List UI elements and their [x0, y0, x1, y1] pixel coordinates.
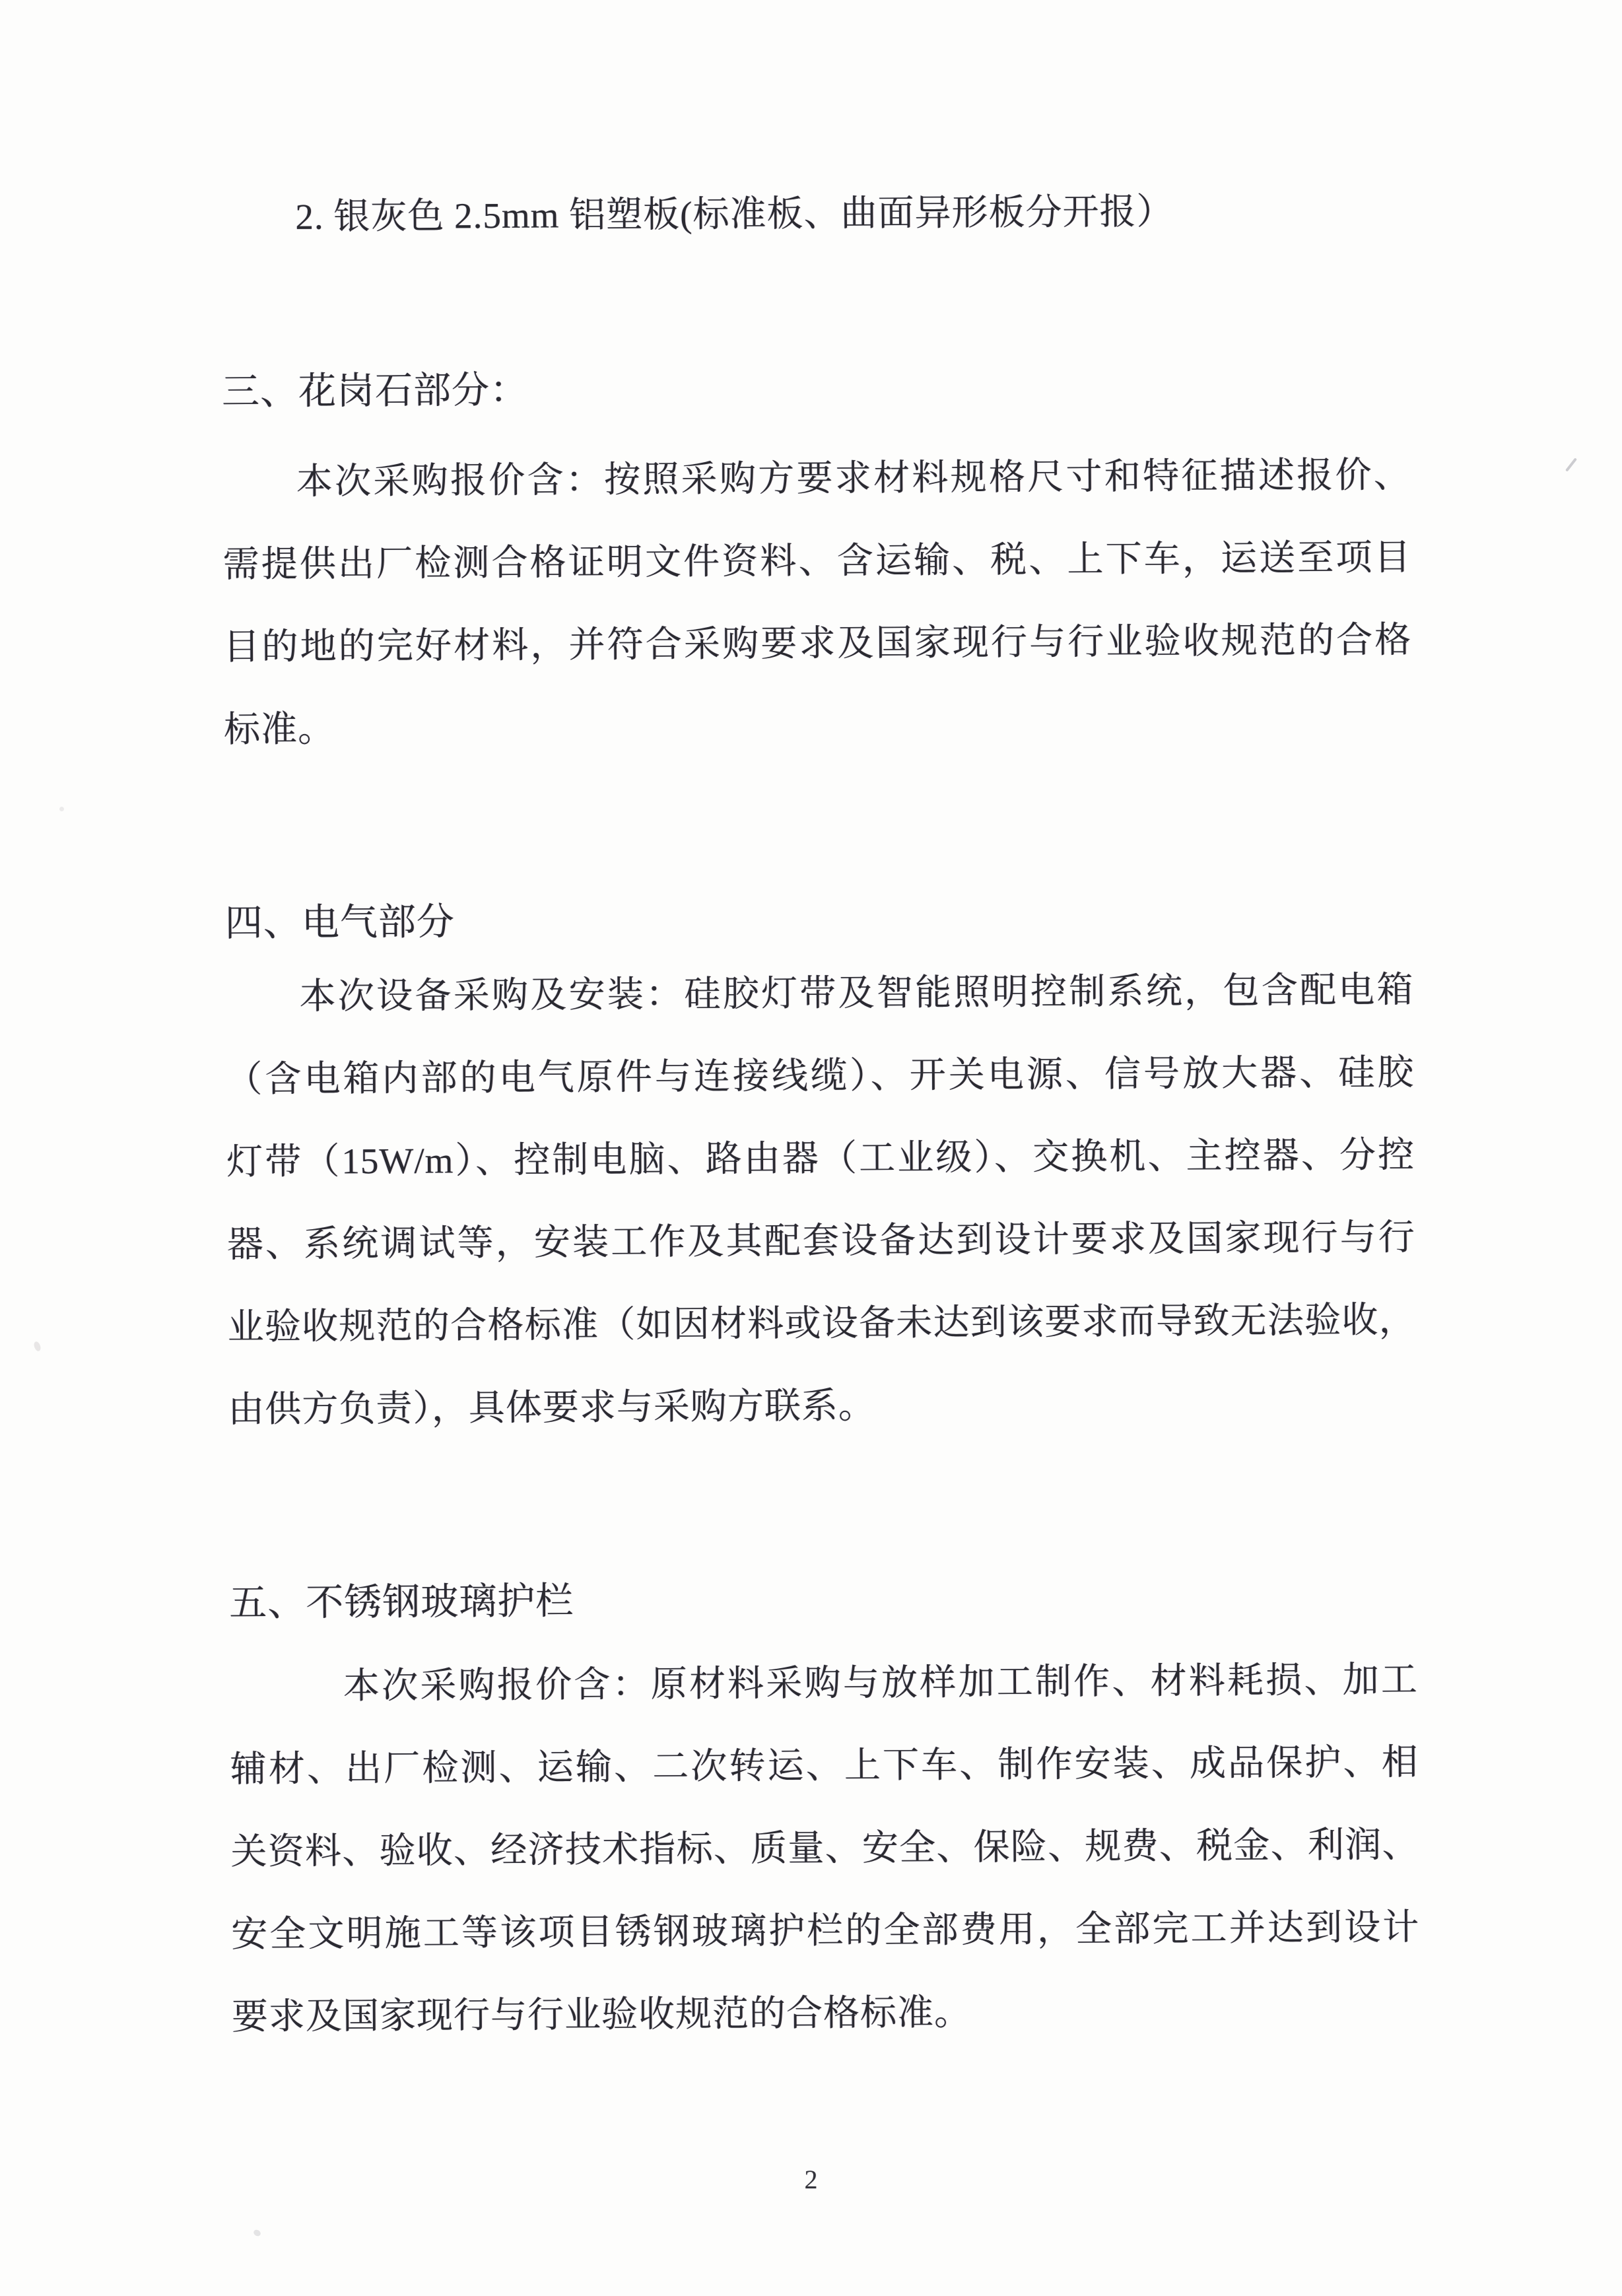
page-content — [219, 0, 1420, 2058]
paragraph-line: 本次采购报价含：原材料采购与放样加工制作、材料耗损、加工 — [343, 1659, 1419, 1706]
section-electrical — [225, 887, 1417, 1451]
paragraph-line: 器、系统调试等，安装工作及其配套设备达到设计要求及国家现行与行 — [226, 1217, 1416, 1265]
paragraph-line: 目的地的完好材料，并符合采购要求及国家现行与行业验收规范的合格 — [223, 619, 1412, 667]
paragraph-line: 灯带（15W/m）、控制电脑、路由器（工业级）、交换机、主控器、分控 — [226, 1134, 1415, 1182]
paragraph-line: 辅材、出厂检测、运输、二次转运、上下车、制作安装、成品保护、相 — [230, 1741, 1419, 1790]
paragraph-line: 本次采购报价含：按照采购方要求材料规格尺寸和特征描述报价、 — [296, 454, 1411, 502]
paragraph-line: 安全文明施工等该项目锈钢玻璃护栏的全部费用，全部完工并达到设计 — [231, 1907, 1420, 1955]
section-railing — [229, 1567, 1420, 2058]
paragraph-line: 标准。 — [223, 708, 335, 750]
section-heading-electrical: 四、电气部分 — [224, 901, 456, 945]
paragraph-line: （含电箱内部的电气原件与连接线缆）、开关电源、信号放大器、硅胶 — [226, 1052, 1415, 1100]
page-number: 2 — [804, 2165, 818, 2194]
paragraph-electrical — [225, 948, 1417, 1450]
scan-artifact — [252, 2229, 261, 2237]
paragraph-line: 业验收规范的合格标准（如因材料或设备未达到该要求而导致无法验收， — [227, 1299, 1416, 1347]
section-granite — [222, 356, 1413, 771]
section-heading-granite: 三、花岗石部分： — [221, 369, 529, 413]
paragraph-railing — [230, 1638, 1421, 2058]
section-heading-railing: 五、不锈钢玻璃护栏 — [229, 1580, 574, 1625]
paragraph-line: 本次设备采购及安装：硅胶灯带及智能照明控制系统，包含配电箱 — [299, 969, 1414, 1017]
paragraph-line: 需提供出厂检测合格证明文件资料、含运输、税、上下车，运送至项目 — [222, 537, 1411, 585]
list-item-aluminum-panel: 2. 银灰色 2.5mm 铝塑板(标准板、曲面异形板分开报） — [295, 191, 1174, 237]
scan-artifact — [33, 1341, 42, 1352]
paragraph-line: 要求及国家现行与行业验收规范的合格标准。 — [231, 1992, 972, 2037]
paragraph-line: 由供方负责），具体要求与采购方联系。 — [228, 1385, 876, 1430]
paragraph-line: 关资料、验收、经济技术指标、质量、安全、保险、规费、税金、利润、 — [230, 1824, 1419, 1872]
scan-artifact — [1565, 457, 1577, 471]
paragraph-granite — [222, 434, 1412, 771]
scan-artifact — [59, 807, 64, 811]
